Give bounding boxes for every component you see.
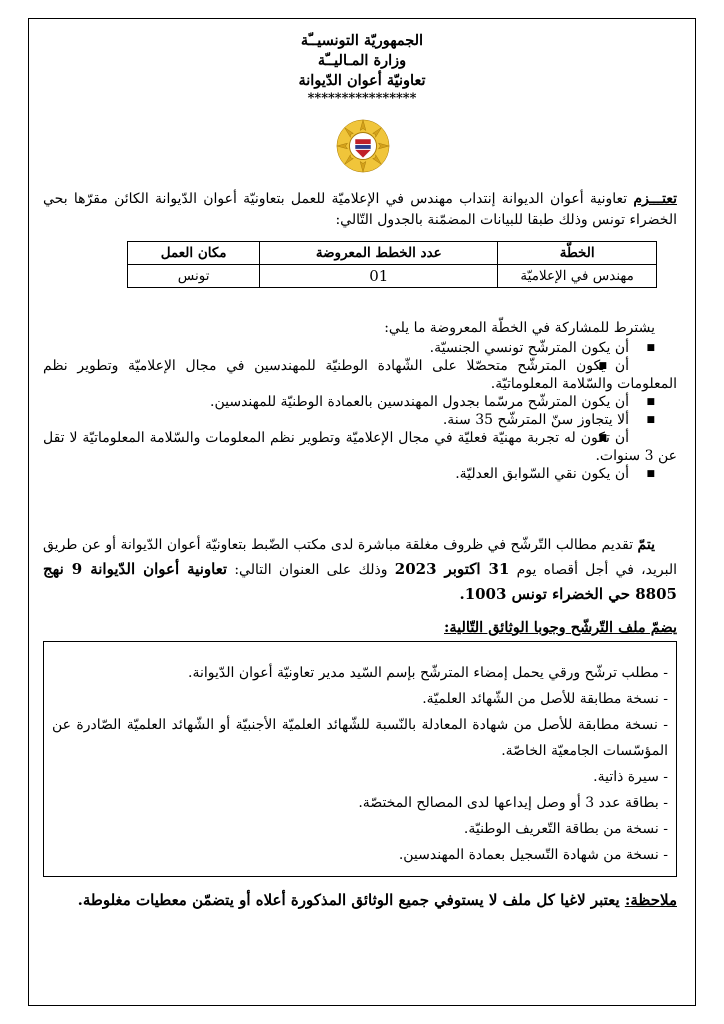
- customs-emblem-icon: [334, 117, 392, 175]
- submission-verb: يتمّ: [637, 537, 655, 553]
- intro-paragraph: [43, 189, 677, 231]
- conditions-section: [43, 319, 677, 483]
- cell-location: تونس: [128, 265, 260, 288]
- list-item: - بطاقة عدد 3 أو وصل إيداعها لدى المصالح المختصّة.: [358, 795, 668, 811]
- list-item: - نسخة من بطاقة التّعريف الوطنيّة.: [463, 821, 668, 837]
- submission-address: تعاونية أعوان الدّيوانة 9 نهج 8805 حي الخضراء تونس 1003.: [43, 560, 677, 603]
- list-item: ■ أن تكون له تجربة مهنيّة فعليّة في مجال الإعلاميّة وتطوير نظم المعلومات والسّلامة المعلوماتيّة لا تقل عن 3 سنوات.: [43, 429, 677, 465]
- document-page: [28, 18, 696, 1006]
- note-paragraph: [43, 889, 677, 911]
- cell-count: 01: [260, 265, 498, 288]
- note-text: يعتبر لاغيا كل ملف لا يستوفي جميع الوثائق المذكورة أعلاه أو يتضمّن معطيات مغلوطة.: [77, 891, 625, 909]
- list-item: - مطلب ترشّح ورقي يحمل إمضاء المترشّح بإسم السّيد مدير تعاونيّة أعوان الدّيوانة.: [188, 665, 668, 681]
- ministry-title: وزارة المـاليــّة: [317, 52, 407, 69]
- list-item: - نسخة من شهادة التّسجيل بعمادة المهندسين.: [398, 847, 668, 863]
- list-item: - نسخة مطابقة للأصل من شهادة المعادلة بالنّسبة للشّهائد العلميّة الأجنبيّة أو الشّهائد العلميّة الصّادرة عن المؤسّسات الجامعيّة الخاصّة.: [52, 717, 668, 759]
- conditions-list: [43, 339, 677, 483]
- letterhead: [29, 31, 695, 107]
- cell-position: مهندس في الإعلاميّة: [498, 265, 657, 288]
- intro-verb: تعتـــزم: [633, 191, 677, 207]
- list-item: ■ أن يكون نقي السّوابق العدليّة.: [43, 465, 677, 483]
- list-item: ■ أن يكون المترشّح متحصّلا على الشّهادة الوطنيّة للمهندسين في مجال الإعلاميّة وتطوير نظم المعلومات والسّلامة المعلوماتيّة.: [43, 357, 677, 393]
- cooperative-title: تعاونيّة أعوان الدّيوانة: [298, 72, 426, 89]
- note-label: ملاحظة:: [624, 891, 677, 909]
- list-item: ■ ألا يتجاوز سنّ المترشّح 35 سنة.: [43, 411, 677, 429]
- list-item: ■ أن يكون المترشّح تونسي الجنسيّة.: [43, 339, 677, 357]
- table-row: [128, 265, 657, 288]
- submission-text-2: وذلك على العنوان التالي:: [227, 562, 395, 578]
- list-item: ■ أن يكون المترشّح مرسّما بجدول المهندسين بالعمادة الوطنيّة للمهندسين.: [43, 393, 677, 411]
- positions-table: [127, 241, 657, 288]
- documents-box: [43, 641, 677, 877]
- header-position: الخطّة: [498, 242, 657, 265]
- submission-deadline: 31 اكتوبر 2023: [394, 560, 510, 578]
- list-item: - سيرة ذاتية.: [593, 769, 668, 785]
- conditions-lead: يشترط للمشاركة في الخطّة المعروضة ما يلي:: [384, 320, 655, 336]
- header-count: عدد الخطط المعروضة: [260, 242, 498, 265]
- list-item: - نسخة مطابقة للأصل من الشّهائد العلميّة.: [422, 691, 668, 707]
- header-separator: ****************: [307, 91, 417, 106]
- intro-text: تعاونية أعوان الديوانة إنتداب مهندس في الإعلاميّة للعمل بتعاونيّة أعوان الدّيوانة الكائن مقرّها بحي الخضراء تونس وذلك طبقا للبيانات المضمّنة بالجدول التّالي:: [43, 191, 677, 228]
- table-header-row: [128, 242, 657, 265]
- submission-text-1: تقديم مطالب التّرشّح في ظروف مغلقة مباشرة لدى مكتب الضّبط بتعاونيّة أعوان الدّيوانة أو عن طريق البريد، في أجل أقصاه يوم: [43, 537, 677, 578]
- republic-title: الجمهوريّة التونسيــّة: [300, 32, 424, 49]
- submission-paragraph: [43, 533, 677, 607]
- documents-title: يضمّ ملف التّرشّح وجوبا الوثائق التّالية:: [444, 619, 677, 636]
- header-location: مكان العمل: [128, 242, 260, 265]
